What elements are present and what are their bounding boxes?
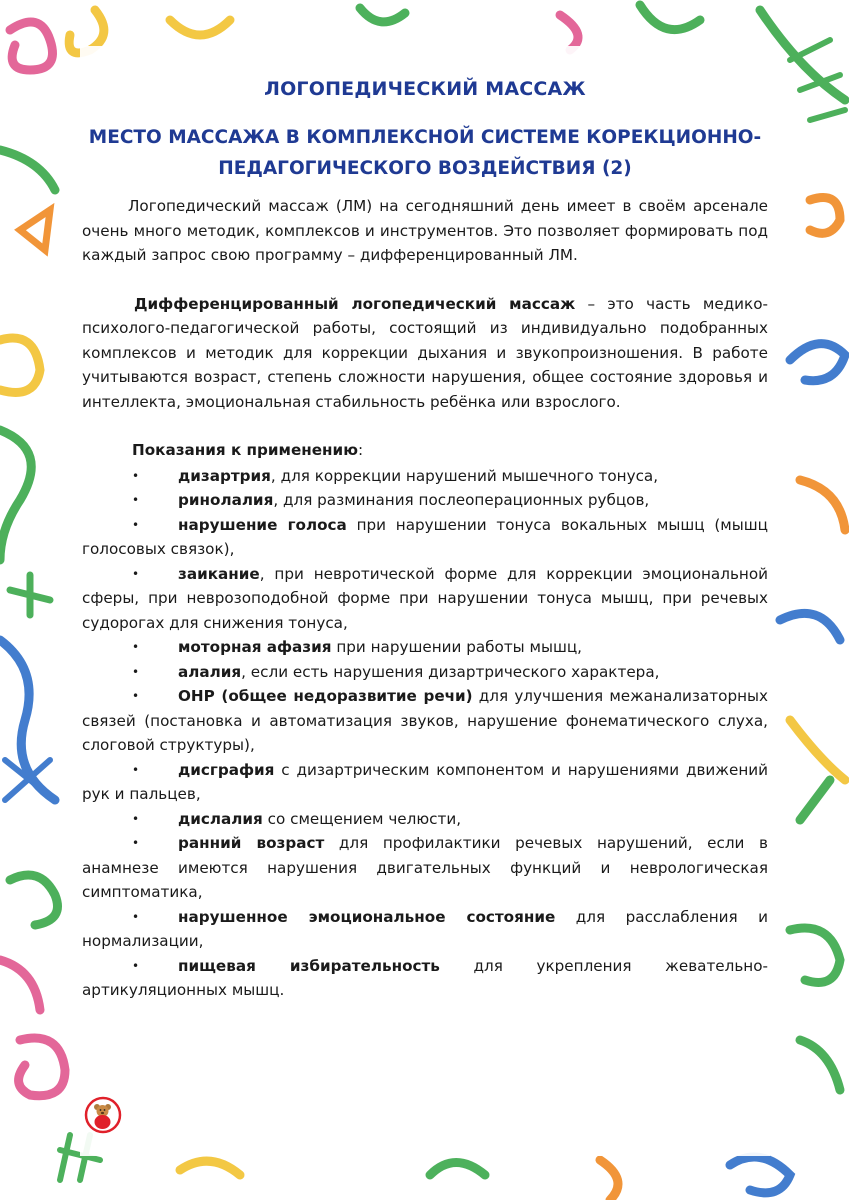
bullet-icon: •	[132, 566, 140, 581]
page-subtitle	[82, 122, 768, 184]
indications-heading: Показания к применению:	[132, 441, 364, 459]
page-title: ЛОГОПЕДИЧЕСКИЙ МАССАЖ	[264, 78, 586, 100]
list-item: • дислалия со смещением челюсти,	[82, 807, 768, 832]
bullet-icon: •	[132, 762, 140, 777]
list-item: • ранний возраст для профилактики речевых нарушений, если в анамнезе имеются нарушения двигательных функций и неврологическая симптоматика,	[82, 831, 768, 905]
intro-paragraph: Логопедический массаж (ЛМ) на сегодняшний день имеет в своём арсенале очень много методик, комплексов и инструментов. Это позволяет формировать под каждый запрос свою программу – дифференцированный ЛМ.	[82, 197, 768, 264]
list-item: • дисграфия с дизартрическим компонентом и нарушениями движений рук и пальцев,	[82, 758, 768, 807]
definition-paragraph	[82, 292, 768, 415]
list-item: • моторная афазия при нарушении работы мышц,	[82, 635, 768, 660]
definition-text: – это часть медико-психолого-педагогической работы, состоящий из индивидуально подобранных комплексов и методик для коррекции дыхания и звукопроизношения. В работе учитываются возраст, степень сложности нарушения, общее состояние здоровья и интеллекта, эмоциональная стабильность ребёнка или взрослого.	[82, 294, 768, 411]
bullet-icon: •	[132, 689, 140, 703]
bullet-icon: •	[132, 836, 140, 850]
list-item: • нарушение голоса при нарушении тонуса вокальных мышц (мышц голосовых связок),	[82, 513, 768, 562]
bullet-icon: •	[132, 517, 140, 532]
bullet-icon: •	[132, 811, 140, 826]
list-item: • алалия, если есть нарушения дизартрического характера,	[82, 660, 768, 685]
list-item: • заикание, при невротической форме для коррекции эмоциональной сферы, при неврозоподобной форме при нарушении тонуса мышц, при речевых судорогах для снижения тонуса,	[82, 562, 768, 636]
bullet-icon: •	[132, 664, 140, 679]
definition-term: Дифференцированный логопедический массаж	[134, 294, 576, 313]
list-item: • ринолалия, для разминания послеоперационных рубцов,	[82, 488, 768, 513]
list-item: • ОНР (общее недоразвитие речи) для улучшения межанализаторных связей (постановка и автоматизация звуков, нарушение фонематического слуха, слоговой структуры),	[82, 684, 768, 758]
bullet-icon: •	[132, 958, 140, 973]
indications-heading-text: Показания к применению	[132, 441, 358, 459]
list-item: • пищевая избирательность для укрепления жевательно-артикуляционных мышц.	[82, 954, 768, 1003]
bullet-icon: •	[132, 493, 140, 507]
teddy-bear-logo-icon	[84, 1096, 122, 1134]
bullet-icon: •	[132, 468, 140, 483]
bullet-icon: •	[132, 909, 140, 924]
list-item: • дизартрия, для коррекции нарушений мышечного тонуса,	[82, 464, 768, 489]
subtitle-line-2: ПЕДАГОГИЧЕСКОГО ВОЗДЕЙСТВИЯ (2)	[218, 158, 632, 179]
indications-list	[82, 464, 768, 1003]
bullet-icon: •	[132, 640, 140, 654]
subtitle-line-1: МЕСТО МАССАЖА В КОМПЛЕКСНОЙ СИСТЕМЕ КОРЕКЦИОННО-	[88, 127, 762, 148]
list-item: • нарушенное эмоциональное состояние для расслабления и нормализации,	[82, 905, 768, 954]
page-content	[82, 78, 768, 1003]
